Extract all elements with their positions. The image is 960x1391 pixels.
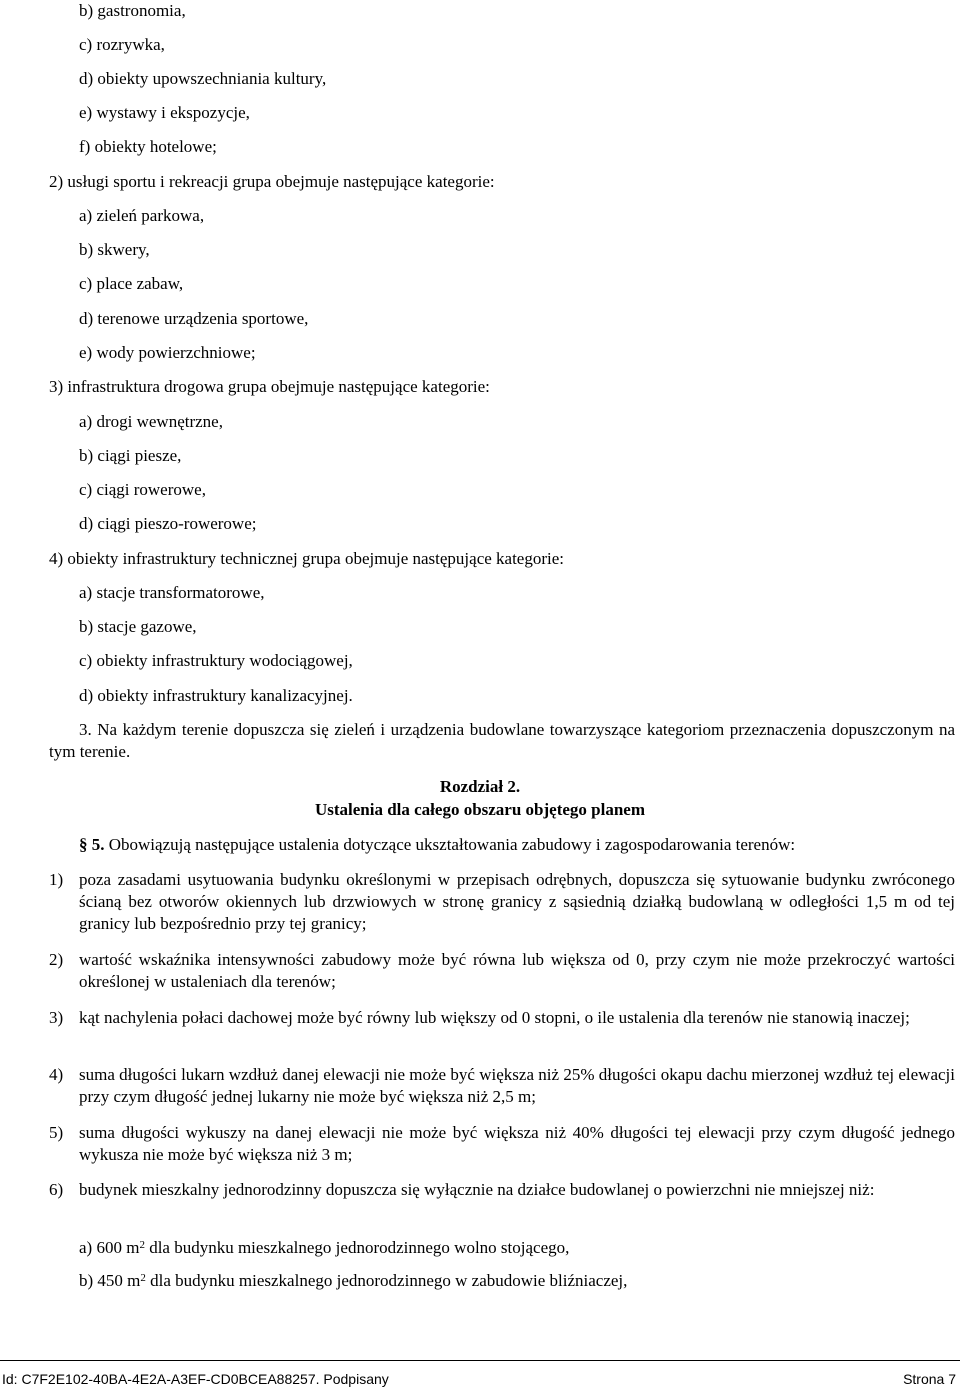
- superscript: 2: [139, 1239, 145, 1251]
- rule-item: [49, 1179, 955, 1201]
- rule-text: kąt nachylenia połaci dachowej może być równy lub większy od 0 stopni, o ile ustalenia dla terenów nie stanowią inaczej;: [79, 1008, 910, 1027]
- superscript: 2: [140, 1272, 146, 1284]
- section-text: Obowiązują następujące ustalenia dotyczące ukształtowania zabudowy i zagospodarowania terenów:: [108, 835, 796, 854]
- footer-page-number: Strona 7: [903, 1371, 956, 1387]
- list-item: a) zieleń parkowa,: [79, 206, 205, 225]
- rule-label: 6): [49, 1180, 64, 1199]
- section-label: § 5.: [79, 835, 105, 854]
- list-item: b) ciągi piesze,: [79, 446, 182, 465]
- rule-text: budynek mieszkalny jednorodzinny dopuszcza się wyłącznie na działce budowlanej o powierzchni nie mniejszej niż:: [79, 1180, 875, 1199]
- list-item: f) obiekty hotelowe;: [79, 137, 217, 156]
- list-item: e) wystawy i ekspozycje,: [79, 103, 250, 122]
- list-item: d) terenowe urządzenia sportowe,: [79, 309, 309, 328]
- area-text: dla budynku mieszkalnego jednorodzinnego w zabudowie bliźniaczej,: [145, 1271, 628, 1290]
- rule-label: 2): [49, 950, 64, 969]
- rule-text: suma długości lukarn wzdłuż danej elewacji nie może być większa niż 25% długości okapu dachu mierzonej wzdłuż tej elewacji przy czym długość jednej lukarny nie może być większa niż 2,5 m;: [79, 1065, 955, 1106]
- rule-item: [49, 869, 955, 935]
- list-item: d) ciągi pieszo-rowerowe;: [79, 514, 257, 533]
- chapter-title: Ustalenia dla całego obszaru objętego planem: [314, 800, 646, 819]
- area-text: dla budynku mieszkalnego jednorodzinnego wolno stojącego,: [144, 1238, 570, 1257]
- list-item: c) rozrywka,: [79, 35, 165, 54]
- enumerated-item: 2) usługi sportu i rekreacji grupa obejmuje następujące kategorie:: [49, 172, 495, 191]
- list-item: c) obiekty infrastruktury wodociągowej,: [79, 651, 353, 670]
- list-item: b) stacje gazowe,: [79, 617, 197, 636]
- rule-label: 3): [49, 1008, 64, 1027]
- list-item: d) obiekty upowszechniania kultury,: [79, 69, 327, 88]
- rule-label: 1): [49, 870, 64, 889]
- rule-label: 5): [49, 1123, 64, 1142]
- enumerated-item: 3) infrastruktura drogowa grupa obejmuje następujące kategorie:: [49, 377, 490, 396]
- rule-item: [49, 1122, 955, 1166]
- rule-text: wartość wskaźnika intensywności zabudowy może być równa lub większa od 0, przy czym nie może przekroczyć wartości określonej w ustaleniach dla terenów;: [79, 950, 955, 991]
- area-prefix: b) 450 m: [79, 1271, 141, 1290]
- rule-label: 4): [49, 1065, 64, 1084]
- paragraph-point-3: 3. Na każdym terenie dopuszcza się zieleń i urządzenia budowlane towarzyszące kategoriom przeznaczenia dopuszczonym na tym terenie.: [49, 720, 955, 761]
- area-item: [79, 1237, 569, 1259]
- list-item: e) wody powierzchniowe;: [79, 343, 256, 362]
- enumerated-item: 4) obiekty infrastruktury technicznej grupa obejmuje następujące kategorie:: [49, 549, 564, 568]
- rule-text: suma długości wykuszy na danej elewacji nie może być większa niż 40% długości tej elewacji przy czym długość jednego wykusza nie może być większa niż 3 m;: [79, 1123, 955, 1164]
- rule-text: poza zasadami usytuowania budynku określonymi w przepisach odrębnych, dopuszcza się sytuowanie budynku zwróconego ścianą bez otworów okiennych lub drzwiowych w stronę granicy z sąsiednią działką budowlaną w odległości 1,5 m od tej granicy lub bezpośrednio przy tej granicy;: [79, 870, 955, 933]
- chapter-number: Rozdział 2.: [439, 777, 521, 796]
- footer-document-id: Id: C7F2E102-40BA-4E2A-A3EF-CD0BCEA88257. Podpisany: [2, 1371, 389, 1387]
- list-item: a) stacje transformatorowe,: [79, 583, 265, 602]
- rule-item: [49, 1007, 955, 1029]
- list-item: d) obiekty infrastruktury kanalizacyjnej.: [79, 686, 353, 705]
- list-item: c) ciągi rowerowe,: [79, 480, 206, 499]
- footer-divider: [0, 1360, 960, 1361]
- list-item: b) gastronomia,: [79, 1, 186, 20]
- list-item: c) place zabaw,: [79, 274, 184, 293]
- area-item: [79, 1270, 627, 1292]
- rule-item: [49, 1064, 955, 1108]
- section-5: [79, 834, 955, 856]
- rule-item: [49, 949, 955, 993]
- area-prefix: a) 600 m: [79, 1238, 140, 1257]
- list-item: a) drogi wewnętrzne,: [79, 412, 223, 431]
- list-item: b) skwery,: [79, 240, 150, 259]
